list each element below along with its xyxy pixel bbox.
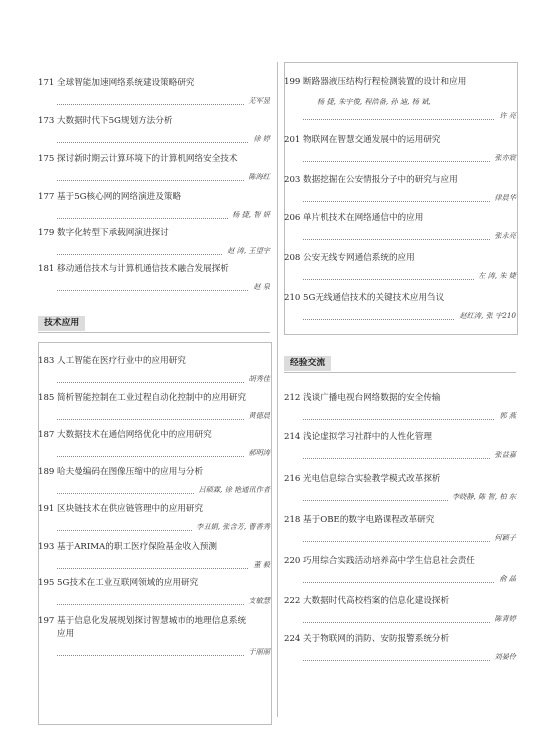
page-number: 208 (284, 253, 301, 263)
entry-authors: 陈海红 (244, 172, 270, 182)
entry-title: 199 断路器液压结构行程检测装置的设计和应用 (284, 77, 467, 87)
dot-leader (57, 169, 270, 181)
dot-leader (303, 611, 516, 623)
author-line (303, 92, 516, 105)
dot-leader (57, 482, 270, 494)
toc-entry[interactable] (38, 115, 270, 143)
dot-leader (303, 308, 516, 320)
entry-authors: 张亦宸 (490, 153, 516, 163)
entry-authors: 李晓静, 陈 智, 柏 东 (448, 492, 516, 502)
section-header (38, 315, 270, 333)
entry-authors-continued: 许 亮 (495, 111, 516, 121)
entry-authors: 李丑娟, 张含芳, 曹香秀 (192, 522, 270, 532)
dot-leader (57, 93, 270, 105)
toc-entry[interactable] (284, 473, 516, 501)
toc-entry[interactable] (284, 595, 516, 623)
right-column (284, 0, 516, 751)
dot-leader (303, 268, 516, 280)
dot-leader (57, 279, 270, 291)
page-number: 195 (38, 578, 55, 588)
entry-authors: 郭 燕 (495, 411, 516, 421)
section-header (284, 355, 516, 373)
entry-title: 195 5G技术在工业互联网领域的应用研究 (38, 578, 199, 588)
entry-title: 187 大数据技术在通信网络优化中的应用研究 (38, 430, 212, 440)
entry-authors: 胡秀佳 (244, 374, 270, 384)
entry-title: 185 简析智能控制在工业过程自动化控制中的应用研究 (38, 393, 247, 403)
entry-title: 214 浅论虚拟学习社群中的人性化管理 (284, 432, 432, 442)
entry-authors: 何颖子 (490, 533, 516, 543)
dot-leader (57, 593, 270, 605)
page-number: 222 (284, 596, 301, 606)
dot-leader (57, 207, 270, 219)
toc-entry[interactable] (284, 392, 516, 420)
page-number: 199 (284, 77, 301, 87)
toc-entry[interactable] (38, 392, 270, 420)
toc-entry[interactable] (284, 252, 516, 280)
page-number: 189 (38, 467, 55, 477)
entry-authors: 赵 涛, 王望宇 (223, 246, 270, 256)
toc-entry[interactable] (38, 77, 270, 105)
toc-entry[interactable] (284, 174, 516, 202)
page-number: 183 (38, 356, 55, 366)
page-number: 193 (38, 542, 55, 552)
entry-authors: 郝明涛 (244, 448, 270, 458)
dot-leader (303, 150, 516, 162)
entry-title: 177 基于5G核心网的网络演进及策略 (38, 192, 182, 202)
dot-leader (303, 649, 516, 661)
section-rule (38, 332, 270, 333)
page-number: 216 (284, 474, 301, 484)
page-number: 201 (284, 135, 301, 145)
entry-authors: 张永亮 (490, 231, 516, 241)
entry-title: 191 区块链技术在供应链管理中的应用研究 (38, 504, 204, 514)
entry-authors: 律晨华 (490, 193, 516, 203)
entry-title: 181 移动通信技术与计算机通信技术融合发展探析 (38, 264, 229, 274)
dot-leader (57, 519, 270, 531)
dot-leader (303, 447, 516, 459)
column-divider (277, 62, 278, 717)
entry-authors: 董 毅 (249, 560, 270, 570)
entry-title: 216 光电信息综合实验教学模式改革探析 (284, 474, 441, 484)
dot-leader (57, 131, 270, 143)
entry-title: 193 基于ARIMA的职工医疗保险基金收入预测 (38, 542, 217, 552)
entry-title-continued: 应用 (57, 629, 75, 639)
entry-title: 189 哈夫曼编码在图像压缩中的应用与分析 (38, 467, 204, 477)
entry-authors: 陈青婷 (490, 614, 516, 624)
page-number: 224 (284, 634, 301, 644)
dot-leader (303, 489, 516, 501)
dot-leader (303, 530, 516, 542)
page-number: 214 (284, 432, 301, 442)
toc-entry[interactable] (284, 292, 516, 320)
entry-title: 201 物联网在智慧交通发展中的运用研究 (284, 135, 441, 145)
entry-authors: 张益嘉 (490, 450, 516, 460)
toc-entry[interactable] (38, 153, 270, 181)
entry-authors: 刘晏伶 (490, 652, 516, 662)
page-number: 185 (38, 393, 55, 403)
toc-entry[interactable] (38, 227, 270, 255)
entry-title: 171 全球智能加速网络系统建设策略研究 (38, 78, 195, 88)
entry-authors: 吕硕霖, 徐 艳通讯作者 (194, 485, 270, 495)
entry-authors: 杨 捷, 朱宇俊, 程浩备, 孙 迪, 杨 斌, (313, 97, 431, 107)
page-number: 177 (38, 192, 55, 202)
entry-authors: 赵红涛, 张 宇210 (455, 311, 516, 321)
toc-entry[interactable] (284, 633, 516, 661)
entry-title: 203 数据挖掘在公安情报分子中的研究与应用 (284, 175, 458, 185)
dot-leader (57, 644, 270, 656)
page-number: 179 (38, 228, 55, 238)
dot-leader (57, 445, 270, 457)
entry-title: 222 大数据时代高校档案的信息化建设探析 (284, 596, 450, 606)
dot-leader (303, 108, 516, 120)
entry-title: 179 数字化转型下承载网演进探讨 (38, 228, 169, 238)
toc-entry[interactable] (284, 76, 516, 120)
dot-leader (303, 408, 516, 420)
toc-entry[interactable] (38, 429, 270, 457)
left-column (38, 0, 270, 751)
entry-title: 175 探讨新时期云计算环境下的计算机网络安全技术 (38, 154, 238, 164)
page-number: 218 (284, 515, 301, 525)
entry-title: 210 5G无线通信技术的关键技术应用刍议 (284, 293, 445, 303)
toc-entry[interactable] (284, 212, 516, 240)
entry-authors: 于丽丽 (244, 647, 270, 657)
toc-entry[interactable] (284, 514, 516, 542)
toc-entry[interactable] (284, 555, 516, 583)
toc-entry[interactable] (38, 355, 270, 383)
toc-entry[interactable] (38, 503, 270, 531)
section-title: 经验交流 (284, 356, 331, 371)
dot-leader (303, 228, 516, 240)
toc-entry[interactable] (38, 577, 270, 605)
page-number: 175 (38, 154, 55, 164)
toc-entry[interactable] (284, 431, 516, 459)
dot-leader (57, 243, 270, 255)
section-title: 技术应用 (38, 316, 85, 331)
dot-leader (303, 571, 516, 583)
dot-leader (57, 557, 270, 569)
entry-authors: 芜军显 (244, 96, 270, 106)
toc-entry[interactable] (284, 134, 516, 162)
page-number: 210 (284, 293, 301, 303)
toc-entry[interactable] (38, 263, 270, 291)
page-number: 220 (284, 556, 301, 566)
entry-title: 206 单片机技术在网络通信中的应用 (284, 213, 424, 223)
page-number: 181 (38, 264, 55, 274)
toc-entry[interactable] (38, 615, 270, 656)
entry-authors: 赵 泉 (249, 282, 270, 292)
entry-title: 218 基于OBE的数字电路课程改革研究 (284, 515, 435, 525)
toc-entry[interactable] (38, 541, 270, 569)
entry-title: 220 巧用综合实践活动培养高中学生信息社会责任 (284, 556, 475, 566)
entry-title: 224 关于物联网的消防、安防报警系统分析 (284, 634, 450, 644)
entry-title: 173 大数据时代下5G规划方法分析 (38, 116, 173, 126)
dot-leader (57, 371, 270, 383)
section-rule (284, 372, 516, 373)
entry-authors: 黄德晨 (244, 411, 270, 421)
entry-title: 197 基于信息化发展规划探讨智慧城市的地理信息系统 (38, 616, 247, 626)
page-number: 212 (284, 393, 301, 403)
entry-authors: 左 涛, 朱 婕 (474, 271, 516, 281)
entry-authors: 支敏慧 (244, 596, 270, 606)
page-number: 191 (38, 504, 55, 514)
toc-entry[interactable] (38, 191, 270, 219)
page-number: 187 (38, 430, 55, 440)
page-number: 173 (38, 116, 55, 126)
page-number: 203 (284, 175, 301, 185)
dot-leader (57, 408, 270, 420)
entry-authors: 俞 晶 (495, 574, 516, 584)
entry-authors: 徐 婷 (249, 134, 270, 144)
entry-title: 183 人工智能在医疗行业中的应用研究 (38, 356, 186, 366)
entry-authors: 杨 捷, 智 妍 (228, 210, 270, 220)
toc-entry[interactable] (38, 466, 270, 494)
page-number: 206 (284, 213, 301, 223)
page-number: 171 (38, 78, 55, 88)
entry-title: 212 浅谈广播电视台网络数据的安全传输 (284, 393, 441, 403)
page-number: 197 (38, 616, 55, 626)
entry-title: 208 公安无线专网通信系统的应用 (284, 253, 415, 263)
dot-leader (303, 190, 516, 202)
